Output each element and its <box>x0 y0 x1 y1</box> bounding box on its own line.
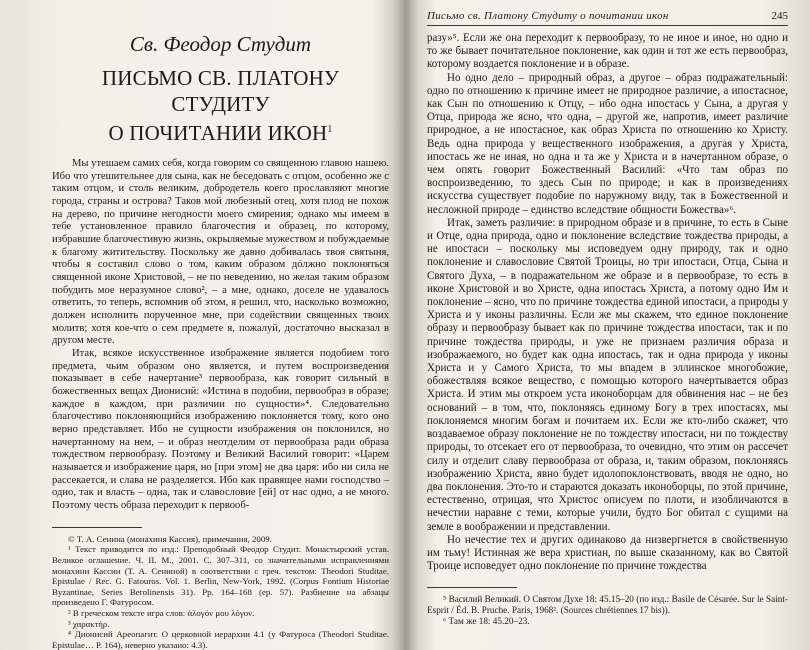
paragraph: Но нечестие тех и других одинаково да низвергнется в свойственную им тьму! Истинная же вера христиан, по выше сказанному, как во Святой Троице исповедует одно поклонение по причине тождества <box>427 533 788 573</box>
right-footnotes <box>427 594 788 627</box>
footnote: ⁴ Дионисий Ареопагит. О церковной иерархии 4.1 (у Фатуроса (Theodori Studitae. Epistulae… P. 164), неверно указано: 4.3). <box>52 629 389 650</box>
right-page <box>409 0 810 650</box>
title-line-2-text: О ПОЧИТАНИИ ИКОН <box>108 121 328 145</box>
letter-title <box>52 65 389 146</box>
title-footnote-mark: 1 <box>327 124 333 135</box>
title-line-1: ПИСЬМО СВ. ПЛАТОНУ СТУДИТУ <box>101 66 340 116</box>
footnote-separator <box>52 527 142 528</box>
copyright-note: © Т. А. Сенина (монахиня Кассия), примечания, 2009. <box>68 533 272 544</box>
paragraph: Итак, заметь различие: в природном образе и в причине, то есть в Сыне и Отце, одна природа, одно и поклонение вследствие тождества природы, а не ипостаси – поскольку мы исповедуем одну природу, так и одно поклонение и славословие Святой Троицы, но три ипостаси, Отца, Сына и Святого Духа, – в подражательном же образе и в первообразе, то есть в иконе Христовой и во Христе, одна ипостась Христа, а потому одно Им и поклонение – ясно, что по причине тождества единой ипостаси, а природы у Христа и у иконы различны. Если же мы скажем, что единое поклонение образу и первообразу бывает как по причине тождества ипостаси, так и по причине тождества природы, и уже не признаем различия образа и изображаемого, но будет как одна ипостась, так и одна природа у иконы Христа и у Самого Христа, то мы впадем в эллинское многобожие, обожествляя всякое вещество, с помощью которого начертывается образ Христа. И этим мы откроем уста иконоборцам для обвинения нас – не без оснований – в том, что, поклоняясь единому Богу в трех ипостасях, мы поклоняемся многим богам и почитаем их. Если же кто-либо скажет, что воздаваемое образу поклонение не по тождеству ипостаси, ни по тождеству природы, то отсекает его от первообраза, то очевидно, что этим он рассечет силу и отделит славу первообраза от образа, и, таким образом, поклоняясь изображению Христа, явно будет идолопоклонствовать, вводя не одно, но два поклонения. Это-то и стараются доказать иконоборцы, по этой причине, естественно, отрицая, что Христос описуем по плоти, и изобличаются в нечестии наравне с теми, которые учили, будто Бог обитал с сущими на земле в воображении и представлении. <box>427 216 788 533</box>
left-footnotes <box>52 534 389 650</box>
left-body-text <box>52 158 389 513</box>
footnote: ⁵ Василий Великий. О Святом Духе 18: 45.15–20 (по изд.: Basile de Césarée. Sur le Saint-Esprit / Éd. B. Pruche. Paris, 1968². (Sources chrétiennes 17 bis)). <box>427 594 788 616</box>
footnote: ⁶ Там же 18: 45.20–23. <box>443 616 530 627</box>
paragraph: Мы утешаем самих себя, когда говорим со священною главою нашею. Ибо что утешительнее для сына, как не беседовать с отцом, особенно же с таким отцом, и столь великим, добродетель коего прославляют многие города, страны и острова? Таков мой любезный отец, хотя плод не похож на дерево, по причине негодности моего смирения; однако мы имеем в тебе установленное правило благочестия и образец, по которому, избравшие благочестивую жизнь, окрыляемые мужеством и побуждаемые к благому житительству. Поскольку же давно добивалась твоя святыня, чтобы я составил слово о том, каким образом дóлжно поклоняться священной иконе Христовой, – не по неведению, но желая таким образом побудить мое неразумное слово², – а мне, однако, доселе не удавалось ответить, то теперь, вспомнив об этом, я решил, что, насколько возможно, должен исполнить порученное мне, при содействии священных твоих молитв; хотя кое-что о сем предмете я, пожалуй, достаточно высказал в другом месте. <box>52 158 389 347</box>
footnote-separator <box>427 587 517 588</box>
footnote: ² В греческом тексте игра слов: ἀλογόν μου λόγον. <box>68 607 255 618</box>
page-number: 245 <box>771 10 788 22</box>
footnote: ¹ Текст приводится по изд.: Преподобный Феодор Студит. Монастырский устав. Великое оглашение. Ч. II. М., 2001. С. 307–311, со значительными исправлениями монахини Кассии (Т. А. Сениной) в соответствии с греч. текстом: Theodori Studitae. Epistulae / Rec. G. Fatouros. Vol. 1. Berlin, New-York, 1992. (Corpus Fontium Historiae Byzantinae, Series Berolinensis 31). Pp. 164–168 (ep. 57). Разбиение на абзацы произведено Г. Фатуросом. <box>52 544 389 608</box>
footnote: ³ χαρακτήρ. <box>68 618 110 629</box>
paragraph: Но одно дело – природный образ, а другое – образ подражательный: одно по отношению к причине имеет не природное различие, а ипостасное, как Сын по отношению к Отцу, – ибо одна ипостась у Сына, а другая у Отца, природа же ясно, что одна, – другой же, напротив, имеет различие природное, а не ипостасное, как образ Христа по отношению ко Христу. Ведь одна природа у вещественного изображения, а другая у Христа, ипостась же не иная, но одна и та же у Христа и в начертанном образе, о чем опять говорит Божественный Василий: «Что там образ по воспроизведению, то здесь Сын по природе; и как в произведениях искусства существует подобие по наружному виду, так в Божественной и несложной природе – единство вследствие общности Божества»⁶. <box>427 71 788 216</box>
paragraph: Итак, всякое искусственное изображение является подобием того предмета, чьим образом оно является, и путем воспроизведения показывает в себе начертание³ первообраза, как говорит сильный в божественных вещах Дионисий: «Истина в подобии, первообраз в образе; каждое в каждом, при различии по сущности»⁴. Следовательно благочестиво поклоняющийся изображению поклоняется тому, кого оно верно представляет. Ибо не сущности изображения он поклонился, но начертанному на нем, – и образ неотделим от первообраза ради образа тождеством первообразу. Поэтому и Великий Василий говорит: «Царем называется и изображение царя, но [при этом] не два царя: ибо ни сила не рассекается, и слава не разделяется. Ибо как правящее нами господство – одно, так и власть – одна, так и славословие [ей] от нас одно, а не много. Поэтому честь образа переходит к первооб- <box>52 348 389 512</box>
paragraph: разу»⁵. Если же она переходит к первообразу, то не иное и иное, но одно и то же бывает почитательное поклонение, как один и тот же есть первообраз, которому воздается поклонение и в образе. <box>427 32 788 71</box>
right-body-text <box>427 32 788 573</box>
running-head <box>427 10 788 26</box>
running-head-title: Письмо св. Платону Студиту о почитании икон <box>427 10 669 22</box>
author-name: Св. Феодор Студит <box>129 32 312 56</box>
title-line-2 <box>52 117 389 146</box>
